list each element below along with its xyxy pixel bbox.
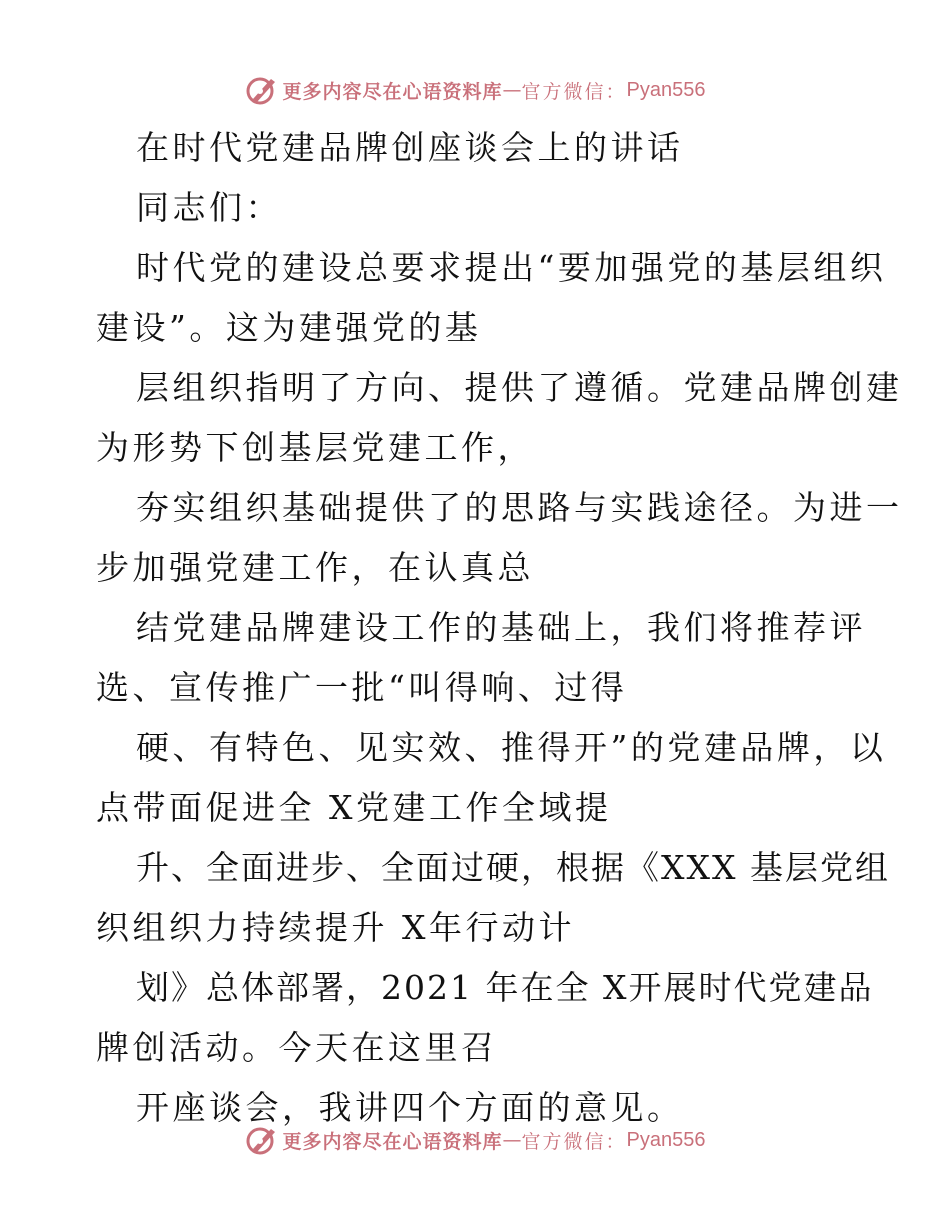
watermark-wechat-id: Pyan556	[626, 1128, 706, 1151]
paragraph-line: 夯实组织基础提供了的思路与实践途径。为进一	[136, 488, 903, 527]
paragraph-line: 建设”。这为建强党的基	[96, 308, 482, 347]
watermark-main-text: 更多内容尽在心语资料库	[282, 80, 503, 103]
paragraph-line: 升、全面进步、全面过硬，根据《XXX 基层党组	[136, 848, 890, 887]
paragraph-line: 硬、有特色、见实效、推得开”的党建品牌，以	[136, 728, 887, 767]
document-title: 在时代党建品牌创座谈会上的讲话	[136, 128, 684, 167]
watermark-official-label: 官方微信：	[521, 80, 627, 103]
pen-logo-icon	[245, 73, 279, 107]
watermark-separator: —	[502, 1129, 522, 1151]
paragraph-line: 织组织力持续提升 X年行动计	[96, 908, 575, 947]
document-body	[96, 118, 903, 1138]
paragraph-line: 层组织指明了方向、提供了遵循。党建品牌创建	[136, 368, 903, 407]
watermark-wechat-id: Pyan556	[626, 78, 706, 101]
watermark-main-text: 更多内容尽在心语资料库	[282, 1130, 503, 1153]
paragraph-line: 划》总体部署，2021 年在全 X开展时代党建品	[136, 968, 874, 1007]
paragraph-line: 选、宣传推广一批“叫得响、过得	[96, 668, 628, 707]
watermark-official-label: 官方微信：	[521, 1130, 627, 1153]
watermark-separator: —	[502, 79, 522, 101]
paragraph-line: 点带面促进全 X党建工作全域提	[96, 788, 612, 827]
paragraph-line: 步加强党建工作，在认真总	[96, 548, 534, 587]
paragraph-line: 开座谈会，我讲四个方面的意见。	[136, 1088, 684, 1127]
pen-logo-icon	[245, 1123, 279, 1157]
paragraph-line: 为形势下创基层党建工作，	[96, 428, 534, 467]
watermark-banner-bottom	[0, 1120, 950, 1160]
paragraph-line: 牌创活动。今天在这里召	[96, 1028, 498, 1067]
paragraph-line: 时代党的建设总要求提出“要加强党的基层组织	[136, 248, 887, 287]
document-salutation: 同志们：	[136, 188, 282, 227]
watermark-banner-top	[0, 70, 950, 110]
paragraph-line: 结党建品牌建设工作的基础上，我们将推荐评	[136, 608, 866, 647]
